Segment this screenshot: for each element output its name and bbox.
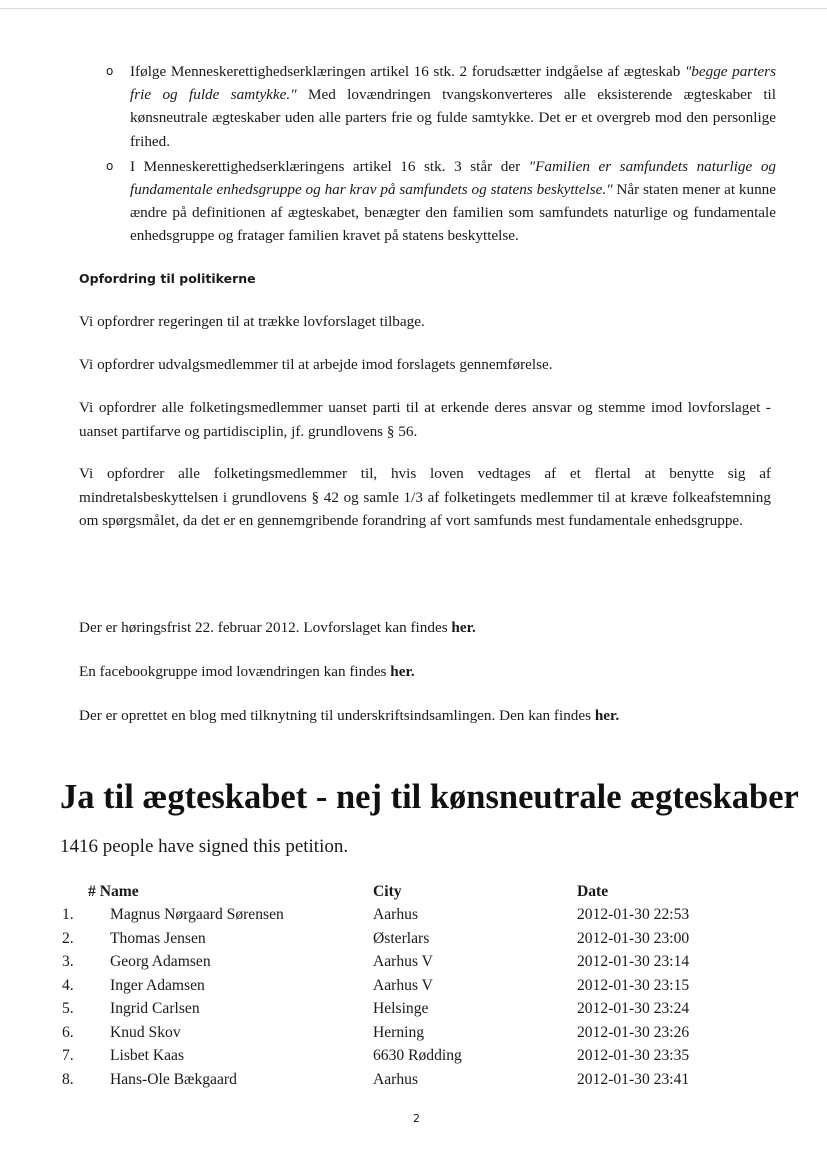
link-text: Der er oprettet en blog med tilknytning til underskriftsindsamlingen. Den kan findes: [79, 707, 595, 724]
row-number: 4.: [62, 976, 74, 994]
appeal-paragraph: Vi opfordrer alle folketingsmedlemmer uanset parti til at erkende deres ansvar og stemme imod lovforslaget - uanset partifarve og partidisciplin, jf. grundlovens § 56.: [79, 399, 771, 440]
row-name: Georg Adamsen: [110, 953, 211, 971]
bullet-quote: "Familien er samfundets naturlige og fundamentale enhedsgruppe og har krav på samfundets og statens beskyttelse.": [130, 157, 777, 199]
row-number: 3.: [62, 953, 74, 971]
signers-table: [52, 880, 727, 1092]
bullet-text: Ifølge Menneskerettighedserklæringen artikel 16 stk. 2 forudsætter indgåelse af ægteskab: [130, 63, 685, 80]
bullet-item: [78, 60, 776, 153]
row-number: 8.: [62, 1070, 74, 1088]
link-paragraph: [79, 660, 771, 684]
table-row: [52, 1021, 727, 1045]
petition-title: Ja til ægteskabet - nej til kønsneutrale ægteskaber: [60, 778, 799, 816]
table-row: [52, 998, 727, 1022]
table-header-row: [52, 880, 727, 904]
row-number: 1.: [62, 906, 74, 924]
row-name: Knud Skov: [110, 1023, 181, 1041]
row-city: 6630 Rødding: [373, 1047, 462, 1065]
appeal-heading: Opfordring til politikerne: [79, 271, 256, 286]
row-date: 2012-01-30 23:41: [577, 1070, 690, 1088]
table-row: [52, 974, 727, 998]
signature-count: 1416 people have signed this petition.: [60, 836, 349, 857]
row-name: Thomas Jensen: [110, 929, 206, 947]
row-date: 2012-01-30 23:15: [577, 976, 690, 994]
bullet-quote: "begge parters frie og fulde samtykke.": [130, 63, 776, 104]
table-row: [52, 904, 727, 928]
table-row: [52, 951, 727, 975]
row-city: Aarhus V: [373, 953, 433, 971]
header-name: # Name: [88, 882, 139, 900]
bullet-list: [78, 60, 776, 250]
row-date: 2012-01-30 23:26: [577, 1023, 690, 1041]
row-date: 2012-01-30 23:24: [577, 1000, 690, 1018]
table-row: [52, 1045, 727, 1069]
top-rule: [0, 8, 827, 9]
row-city: Helsinge: [373, 1000, 429, 1018]
row-city: Aarhus: [373, 906, 419, 924]
row-date: 2012-01-30 23:00: [577, 929, 690, 947]
row-name: Magnus Nørgaard Sørensen: [110, 906, 284, 924]
header-date: Date: [577, 882, 609, 900]
appeal-paragraph: Vi opfordrer alle folketingsmedlemmer til, hvis loven vedtages af et flertal at benytte sig af mindretalsbeskyttelsen i grundlovens § 42 og samle 1/3 af folketingets medlemmer til at kræve folkeafstemning om spørgsmålet, da det er en gennemgribende forandring af vort samfunds mest fundamentale enhedsgruppe.: [79, 465, 771, 530]
header-city: City: [373, 882, 402, 900]
here-link[interactable]: her.: [594, 707, 620, 724]
row-name: Lisbet Kaas: [110, 1047, 185, 1065]
table-row: [52, 927, 727, 951]
row-city: Aarhus: [373, 1070, 419, 1088]
bullet-item: [78, 155, 776, 248]
bullet-text: Med lovændringen tvangskonverteres alle eksisterende ægteskaber til kønsneutrale ægteskaber uden alle parters frie og fulde samtykke. Det er et overgreb mod den personlige frihed.: [130, 86, 776, 150]
bullet-circle-icon: o: [106, 64, 114, 78]
link-paragraph: [79, 704, 771, 728]
appeal-paragraph: Vi opfordrer regeringen til at trække lovforslaget tilbage.: [79, 313, 425, 330]
row-date: 2012-01-30 23:35: [577, 1047, 690, 1065]
row-number: 6.: [62, 1023, 74, 1041]
row-number: 5.: [62, 1000, 74, 1018]
row-name: Hans-Ole Bækgaard: [110, 1070, 237, 1088]
row-name: Ingrid Carlsen: [110, 1000, 200, 1018]
row-name: Inger Adamsen: [110, 976, 205, 994]
appeal-paragraph: Vi opfordrer udvalgsmedlemmer til at arbejde imod forslagets gennemførelse.: [79, 356, 553, 373]
bullet-circle-icon: o: [106, 158, 114, 173]
page-number: 2: [413, 1112, 420, 1125]
bullet-text: I Menneskerettighedserklæringens artikel 16 stk. 3 står der: [130, 157, 529, 175]
link-text: En facebookgruppe imod lovændringen kan findes: [79, 663, 391, 680]
row-number: 7.: [62, 1047, 74, 1065]
row-date: 2012-01-30 23:14: [577, 953, 690, 971]
here-link[interactable]: her.: [390, 663, 415, 680]
row-number: 2.: [62, 929, 74, 947]
row-city: Aarhus V: [373, 976, 433, 994]
bullet-text: Når staten mener at kunne ændre på definitionen af ægteskabet, benægter den familien som samfundets naturlige og fundamentale enhedsgruppe og fratager familien kravet på statens beskyttelse.: [130, 181, 776, 245]
link-text: Der er høringsfrist 22. februar 2012. Lovforslaget kan findes: [79, 619, 452, 636]
link-paragraph: [79, 616, 771, 640]
row-city: Herning: [373, 1023, 425, 1041]
here-link[interactable]: her.: [451, 619, 476, 636]
table-row: [52, 1068, 727, 1092]
row-date: 2012-01-30 22:53: [577, 906, 690, 924]
row-city: Østerlars: [373, 929, 430, 947]
